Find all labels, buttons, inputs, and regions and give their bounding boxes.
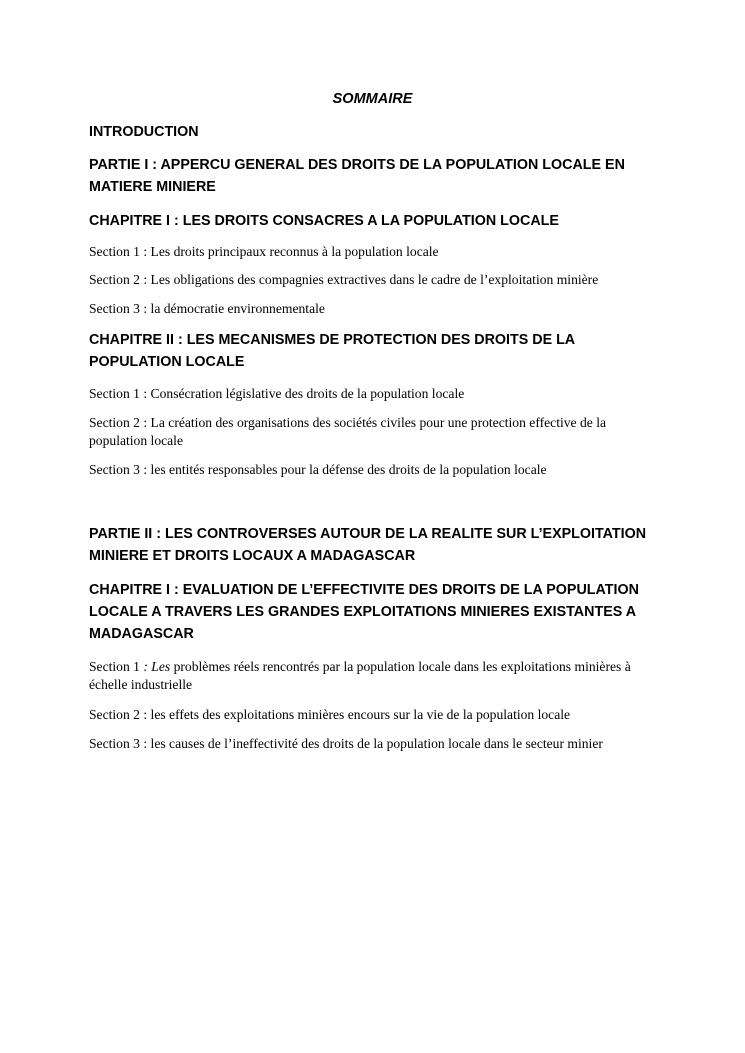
heading-partie-2-chapitre-1: CHAPITRE I : EVALUATION DE L’EFFECTIVITE DES DROITS DE LA POPULATION LOCALE A TRAVERS LES GRANDES EXPLOITATIONS MINIERES EXISTANTES A MADAGASCAR bbox=[89, 582, 639, 642]
partie-1-chapitre-1-section-3: Section 3 : la démocratie environnementale bbox=[89, 301, 325, 316]
partie-1-chapitre-2-section-3: Section 3 : les entités responsables pour la défense des droits de la population locale bbox=[89, 462, 547, 477]
partie-1-chapitre-2-section-2: Section 2 : La création des organisations des sociétés civiles pour une protection effective de la population locale bbox=[89, 415, 607, 448]
heading-partie-2: PARTIE II : LES CONTROVERSES AUTOUR DE LA REALITE SUR L’EXPLOITATION MINIERE ET DROITS LOCAUX A MADAGASCAR bbox=[89, 526, 647, 564]
partie-2-chapitre-1-section-3: Section 3 : les causes de l’ineffectivité des droits de la population locale dans le secteur minier bbox=[89, 736, 603, 751]
heading-partie-1-chapitre-1: CHAPITRE I : LES DROITS CONSACRES A LA POPULATION LOCALE bbox=[89, 213, 559, 229]
partie-2-chapitre-1-section-2: Section 2 : les effets des exploitations minières encours sur la vie de la population locale bbox=[89, 707, 571, 722]
section-1-prefix: Section 1 bbox=[89, 659, 140, 674]
section-1-rest: problèmes réels rencontrés par la population locale dans les exploitations minières à échelle industrielle bbox=[89, 659, 631, 692]
page-title: SOMMAIRE bbox=[332, 91, 413, 107]
heading-partie-1-chapitre-2: CHAPITRE II : LES MECANISMES DE PROTECTION DES DROITS DE LA POPULATION LOCALE bbox=[89, 332, 575, 370]
section-1-italic: : Les bbox=[139, 659, 171, 674]
partie-1-chapitre-2-section-1: Section 1 : Consécration législative des droits de la population locale bbox=[89, 386, 465, 401]
partie-1-chapitre-1-section-2: Section 2 : Les obligations des compagnies extractives dans le cadre de l’exploitation minière bbox=[89, 272, 599, 287]
heading-introduction: INTRODUCTION bbox=[89, 124, 199, 140]
partie-2-chapitre-1-section-1 bbox=[89, 658, 649, 694]
heading-partie-1: PARTIE I : APPERCU GENERAL DES DROITS DE LA POPULATION LOCALE EN MATIERE MINIERE bbox=[89, 157, 625, 195]
partie-1-chapitre-1-section-1: Section 1 : Les droits principaux reconnus à la population locale bbox=[89, 244, 439, 259]
